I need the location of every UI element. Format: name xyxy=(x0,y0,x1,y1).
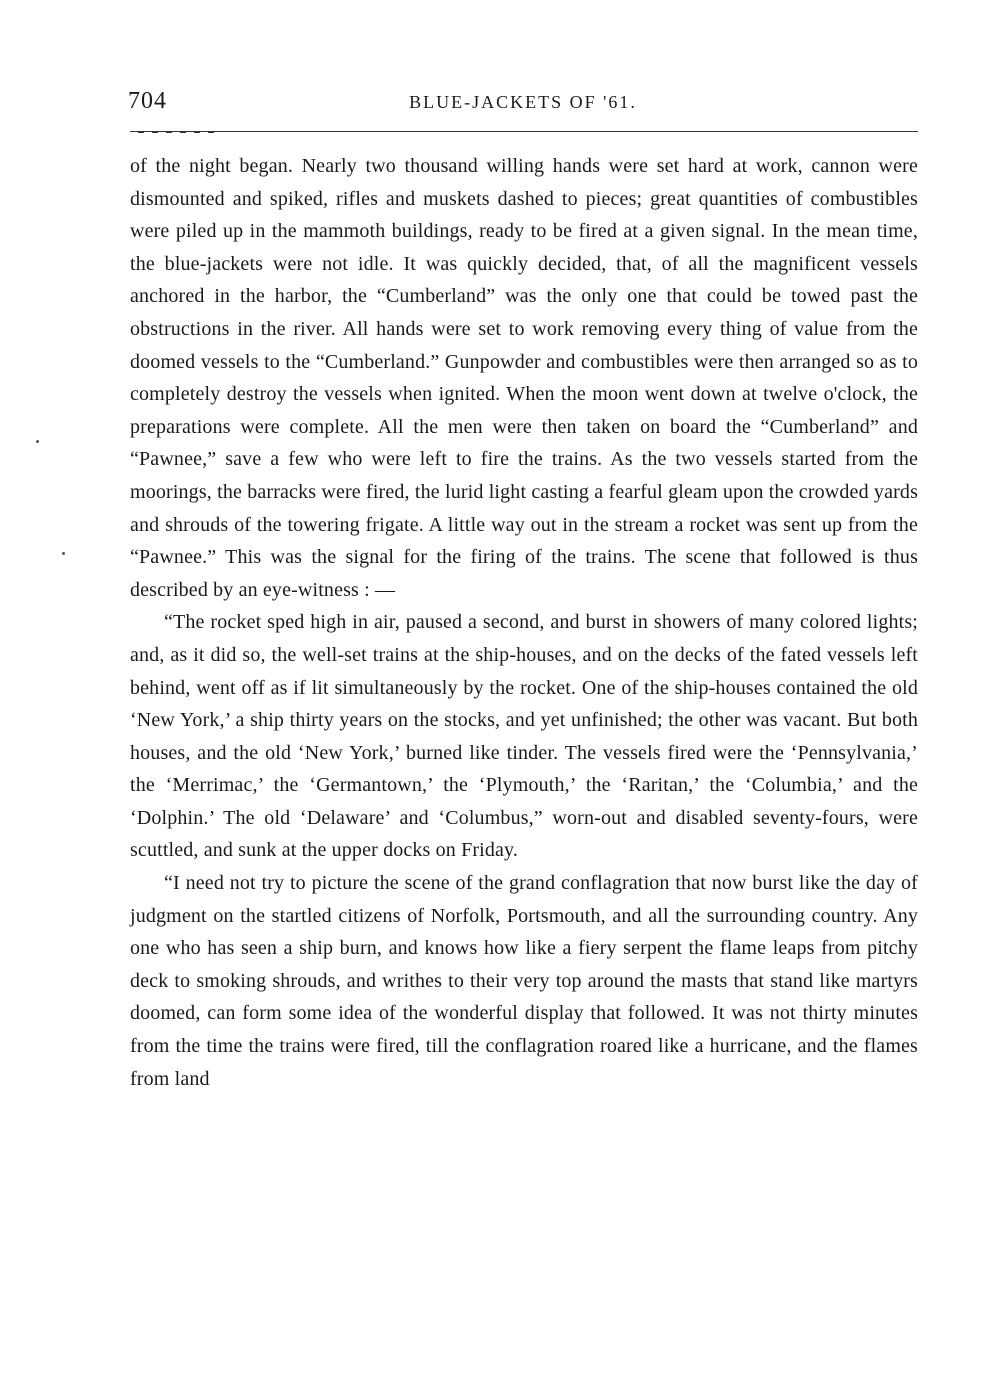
page-header xyxy=(128,88,918,118)
scan-speck xyxy=(36,440,39,443)
scan-speck xyxy=(62,552,65,555)
body-text xyxy=(130,150,918,1095)
paragraph-continuation: of the night began. Nearly two thousand willing hands were set hard at work, cannon were dismounted and spiked, rifles and muskets dashed to pieces; great quantities of combustibles were piled up in the mammoth buildings, ready to be fired at a given signal. In the mean time, the blue-jackets were not idle. It was quickly decided, that, of all the magnificent vessels anchored in the harbor, the “Cumberland” was the only one that could be towed past the obstructions in the river. All hands were set to work removing every thing of value from the doomed vessels to the “Cumberland.” Gunpowder and combustibles were then arranged so as to completely destroy the vessels when ignited. When the moon went down at twelve o'clock, the preparations were complete. All the men were then taken on board the “Cumberland” and “Pawnee,” save a few who were left to fire the trains. As the two vessels started from the moorings, the barracks were fired, the lurid light casting a fearful gleam upon the crowded yards and shrouds of the towering frigate. A little way out in the stream a rocket was sent up from the “Pawnee.” This was the signal for the firing of the trains. The scene that followed is thus described by an eye-witness : — xyxy=(130,155,918,601)
page-number: 704 xyxy=(128,88,167,114)
header-rule xyxy=(130,131,918,132)
running-head: BLUE-JACKETS OF '61. xyxy=(409,92,637,112)
paragraph-quote-rocket: “The rocket sped high in air, paused a second, and burst in showers of many colored lights; and, as it did so, the well-set trains at the ship-houses, and on the decks of the fated vessels left behind, went off as if lit simultaneously by the rocket. One of the ship-houses contained the old ‘New York,’ a ship thirty years on the stocks, and yet unfinished; the other was vacant. But both houses, and the old ‘New York,’ burned like tinder. The vessels fired were the ‘Pennsylvania,’ the ‘Merrimac,’ the ‘Germantown,’ the ‘Plymouth,’ the ‘Raritan,’ the ‘Columbia,’ and the ‘Dolphin.’ The old ‘Delaware’ and ‘Columbus,” worn-out and disabled seventy-fours, were scuttled, and sunk at the upper docks on Friday. xyxy=(130,611,918,862)
paragraph-quote-conflagration: “I need not try to picture the scene of the grand conflagration that now burst like the day of judgment on the startled citizens of Norfolk, Portsmouth, and all the surrounding country. Any one who has seen a ship burn, and knows how like a fiery serpent the flame leaps from pitchy deck to smoking shrouds, and writhes to their very top around the masts that stand like martyrs doomed, can form some idea of the wonderful display that followed. It was not thirty minutes from the time the trains were fired, till the conflagration roared like a hurricane, and the flames from land xyxy=(130,872,918,1090)
